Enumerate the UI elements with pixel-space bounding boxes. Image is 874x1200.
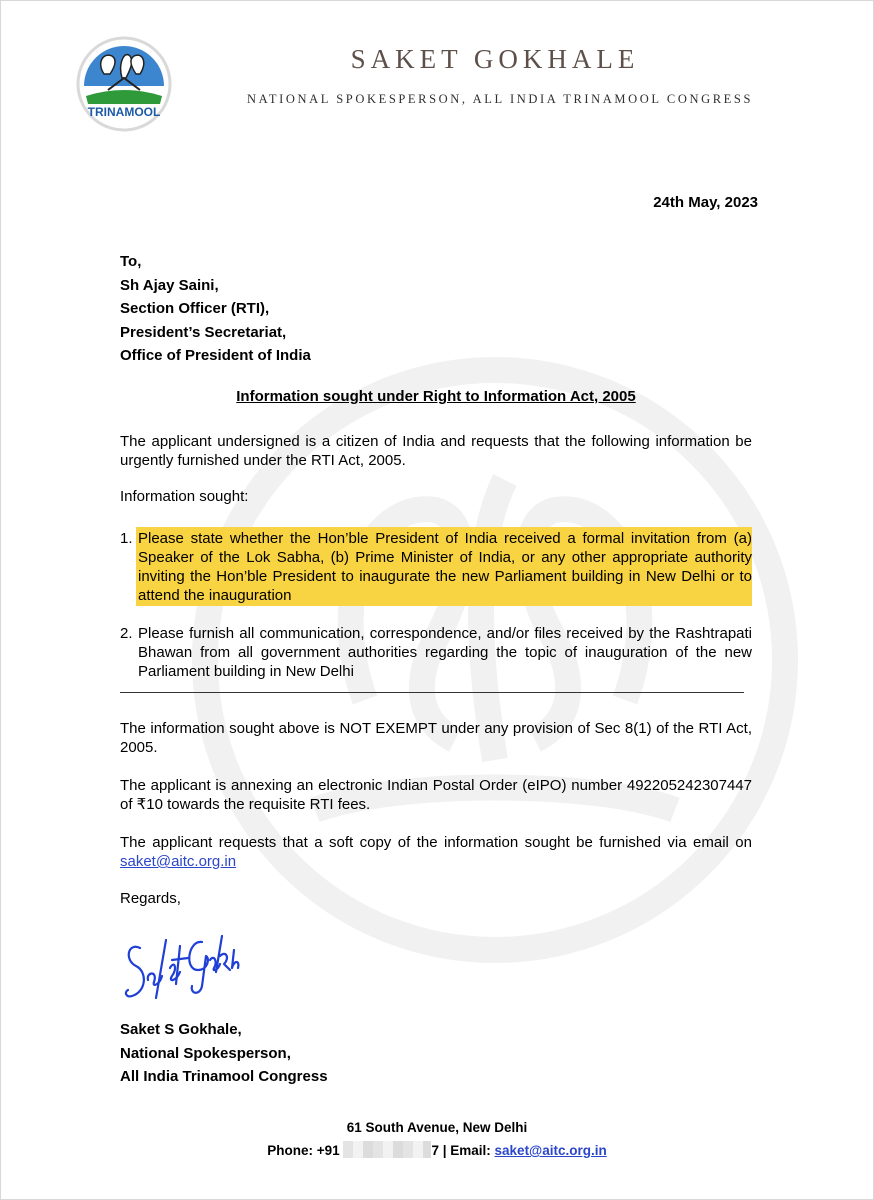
redacted-phone	[343, 1141, 431, 1158]
recipient-line: Office of President of India	[120, 347, 311, 364]
list-item-text: Please furnish all communication, correspondence, and/or files received by the Rashtrapati Bhawan from all government authorities regarding the topic of inauguration of the new Parliament building in New Delhi	[138, 625, 752, 680]
intro-paragraph: The applicant undersigned is a citizen of India and requests that the following information be urgently furnished under the RTI Act, 2005.	[120, 433, 752, 469]
signatory-block	[120, 1018, 328, 1089]
list-item	[120, 624, 752, 681]
recipient-line: President’s Secretariat,	[120, 323, 287, 341]
trinamool-logo	[74, 34, 174, 134]
signatory-organisation: All India Trinamool Congress	[120, 1068, 328, 1085]
phone-label: Phone: +91	[267, 1143, 340, 1158]
list-item-number: 1.	[120, 530, 133, 547]
salutation: To,	[120, 253, 142, 270]
email-label: | Email:	[442, 1143, 491, 1158]
exemption-paragraph: The information sought above is NOT EXEMPT under any provision of Sec 8(1) of the RTI Act, 2005.	[120, 720, 752, 756]
list-item-number: 2.	[120, 625, 133, 642]
email-link[interactable]: saket@aitc.org.in	[120, 853, 237, 870]
letter-date: 24th May, 2023	[653, 194, 758, 211]
footer-email-link[interactable]: saket@aitc.org.in	[494, 1143, 607, 1158]
footer-contact	[120, 1141, 754, 1158]
annexure-paragraph: The applicant is annexing an electronic Indian Postal Order (eIPO) number 492205242307447 of ₹10 towards the requisite RTI fees.	[120, 777, 752, 813]
signatory-title: National Spokesperson,	[120, 1044, 291, 1062]
soft-copy-text: The applicant requests that a soft copy of the information sought be furnished via email on	[120, 834, 752, 851]
information-sought-label: Information sought:	[120, 488, 249, 505]
recipient-address	[120, 250, 311, 368]
recipient-line: Section Officer (RTI),	[120, 300, 270, 317]
svg-text:TRINAMOOL: TRINAMOOL	[87, 105, 161, 119]
list-item	[120, 529, 752, 605]
soft-copy-paragraph	[120, 833, 752, 871]
handwritten-signature	[118, 920, 244, 1020]
letterhead-name: SAKET GOKHALE	[350, 44, 640, 74]
letter-subject: Information sought under Right to Information Act, 2005	[236, 388, 636, 405]
footer-address: 61 South Avenue, New Delhi	[346, 1120, 528, 1135]
list-item-text: Please state whether the Hon’ble President of India received a formal invitation from (a) Speaker of the Lok Sabha, (b) Prime Minister of India, or any other appropriate authority inviting the Hon’ble President to inaugurate the new Parliament building in New Delhi or to attend the inauguration	[138, 530, 752, 604]
phone-tail: 7	[431, 1143, 439, 1158]
regards: Regards,	[120, 890, 181, 907]
signatory-name: Saket S Gokhale,	[120, 1021, 242, 1038]
letterhead-role: NATIONAL SPOKESPERSON, ALL INDIA TRINAMOOL CONGRESS	[246, 92, 753, 106]
recipient-line: Sh Ajay Saini,	[120, 276, 219, 294]
divider	[120, 692, 744, 693]
